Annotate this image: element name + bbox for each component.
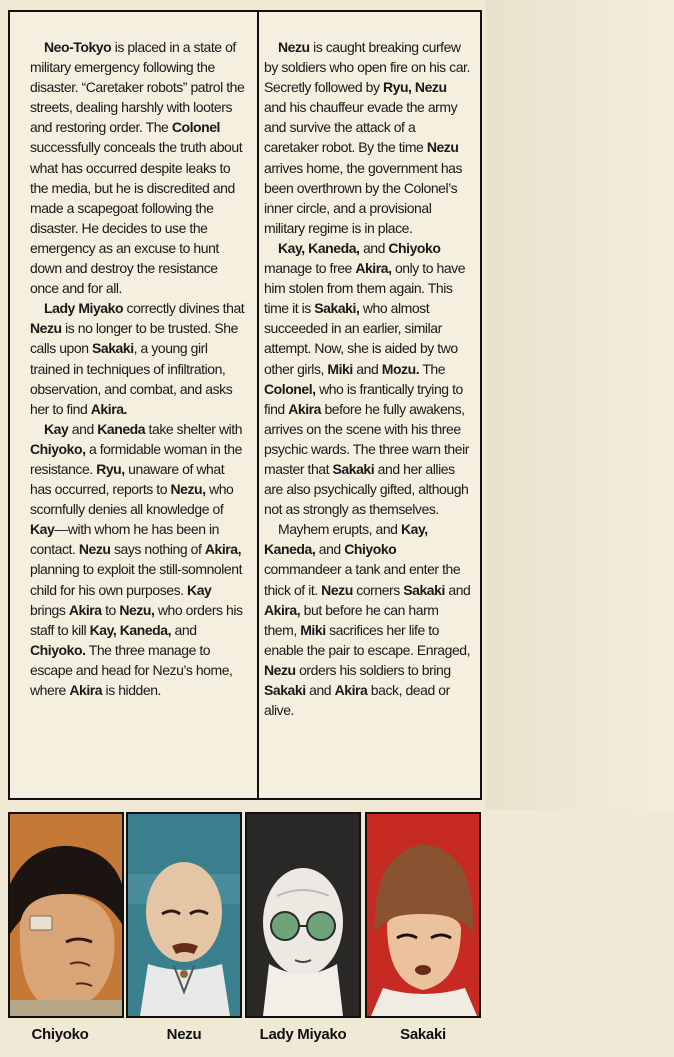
character-name: Nezu [278, 39, 310, 55]
character-name: Chiyoko [344, 541, 397, 558]
character-name: Neo-Tokyo [44, 39, 112, 55]
character-name: Chiyoko [388, 239, 441, 256]
character-name: Mozu. [381, 360, 420, 377]
character-name: Akira, [264, 601, 301, 618]
character-name: Sakaki, [314, 300, 360, 317]
sakaki-portrait [365, 812, 481, 1018]
adjacent-page-edge [486, 0, 674, 810]
lady-miyako-portrait [245, 812, 361, 1018]
character-name: Kay, Kaneda, [278, 239, 360, 256]
sakaki-caption: Sakaki [400, 1026, 446, 1043]
character-name: Akira [68, 601, 102, 618]
chiyoko-portrait [8, 812, 124, 1018]
chiyoko-caption: Chiyoko [31, 1026, 89, 1043]
character-name: Sakaki [332, 460, 375, 477]
character-name: Akira, [204, 541, 242, 558]
character-name: Colonel, [264, 380, 316, 397]
character-name: Lady Miyako [44, 300, 124, 317]
synopsis-right-column [264, 37, 472, 720]
character-name: Akira [334, 682, 368, 698]
nezu-portrait [126, 812, 242, 1018]
character-name: Chiyoko, [30, 440, 86, 457]
lady-miyako-caption: Lady Miyako [259, 1026, 347, 1043]
character-name: Nezu [30, 320, 62, 337]
paragraph-mayhem: Mayhem erupts, and Kay, Kaneda, and Chiyoko commandeer a tank and enter the thick of it. Nezu corners Sakaki and Akira, but before he can harm them, Miki sacrifices her life to enable the pair to escape. Enraged, Nezu orders his soldiers to bring Sakaki and Akira back, dead or alive. [264, 521, 471, 719]
character-name: Akira, [355, 260, 392, 277]
character-name: Chiyoko. [30, 641, 86, 658]
synopsis-left-column [30, 37, 246, 700]
character-name: Nezu [321, 581, 353, 598]
character-name: Kay [30, 521, 55, 538]
character-name: Ryu, Nezu [382, 79, 447, 96]
character-name: Sakaki [264, 682, 306, 698]
character-name: Colonel [171, 119, 220, 136]
character-name: Akira [69, 682, 103, 698]
character-name: Nezu [426, 139, 459, 156]
character-portraits [0, 812, 674, 1057]
character-name: Akira. [90, 400, 127, 417]
column-divider [257, 12, 259, 798]
character-name: Nezu, [170, 481, 206, 498]
character-name: Kay, Kaneda, [89, 621, 172, 638]
character-name: Miki [300, 621, 326, 638]
character-name: Kay, Kaneda, [264, 521, 428, 558]
character-name: Akira [288, 400, 321, 417]
paragraph-lady-miyako: Lady Miyako correctly divines that Nezu is no longer to be trusted. She calls upon Sakaki, a young girl trained in techniques of infiltration, observation, and combat, and asks her to find Akira. [30, 300, 245, 417]
paragraph-kay-kaneda: Kay and Kaneda take shelter with Chiyoko, a formidable woman in the resistance. Ryu, unaware of what has occurred, reports to Nezu, who scornfully denies all knowledge of Kay—with whom he has been in contact. Nezu says nothing of Akira, planning to exploit the still-somnolent child for his own purposes. Kay brings Akira to Nezu, who orders his staff to kill Kay, Kaneda, and Chiyoko. The three manage to escape and head for Nezu’s home, where Akira is hidden. [30, 420, 243, 698]
character-name: Kaneda [97, 420, 146, 437]
character-name: Ryu, [96, 460, 125, 477]
character-name: Nezu [78, 541, 111, 558]
character-name: Nezu, [119, 601, 155, 618]
nezu-caption: Nezu [166, 1026, 202, 1043]
character-name: Sakaki [91, 340, 134, 357]
synopsis-box [8, 10, 482, 800]
character-name: Miki [327, 360, 353, 377]
character-name: Sakaki [403, 581, 445, 598]
character-name: Kay [44, 420, 69, 437]
character-name: Kay [187, 581, 212, 598]
paragraph-neo-tokyo: Neo-Tokyo is placed in a state of military emergency following the disaster. “Caretaker robots” patrol the streets, dealing harshly with looters and restoring order. The Colonel successfully conceals the truth about what has occurred despite leaks to the media, but he is discredited and made a scapegoat following the disaster. He decides to use the emergency as an excuse to hunt down and destroy the resistance once and for all. [30, 39, 245, 297]
paragraph-free-akira: Kay, Kaneda, and Chiyoko manage to free Akira, only to have him stolen from them again. This time it is Sakaki, who almost succeeded in an earlier, similar attempt. Now, she is aided by two other girls, Miki and Mozu. The Colonel, who is frantically trying to find Akira before he fully awakens, arrives on the scene with his three psychic wards. The three warn their master that Sakaki and her allies are also psychically gifted, although not as strongly as themselves. [264, 239, 469, 518]
character-name: Nezu [264, 661, 296, 678]
paragraph-nezu-curfew: Nezu is caught breaking curfew by soldiers who open fire on his car. Secretly followed by Ryu, Nezu and his chauffeur evade the army and survive the attack of a caretaker robot. By the time Nezu arrives home, the government has been overthrown by the Colonel’s inner circle, and a provisional military regime is in place. [264, 39, 470, 236]
